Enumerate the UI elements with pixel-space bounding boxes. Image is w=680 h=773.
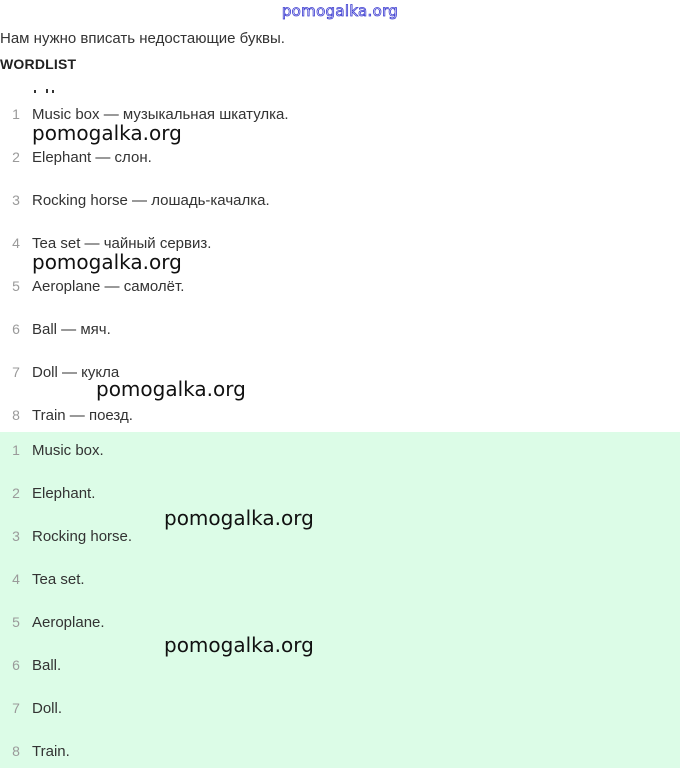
item-text: Aeroplane — самолёт. — [32, 278, 185, 295]
item-number: 7 — [12, 364, 20, 380]
item-text: Doll. — [32, 700, 63, 717]
item-text: Ball — мяч. — [32, 321, 111, 338]
item-number: 2 — [12, 149, 20, 165]
item-number: 5 — [12, 278, 20, 294]
item-number: 8 — [12, 743, 20, 759]
item-text: Elephant — слон. — [32, 149, 152, 166]
item-number: 5 — [12, 614, 20, 630]
item-text: Elephant. — [32, 485, 96, 502]
item-text: Ball. — [32, 657, 62, 674]
item-number: 1 — [12, 106, 20, 122]
answer-item — [0, 687, 680, 730]
answer-item — [0, 472, 680, 515]
watermark-text: pomogalka.org — [32, 250, 182, 274]
intro-text: Нам нужно вписать недостающие буквы. — [0, 30, 285, 47]
watermark-text: pomogalka.org — [96, 377, 246, 401]
item-number: 8 — [12, 407, 20, 423]
item-number: 3 — [12, 528, 20, 544]
watermark-text: pomogalka.org — [32, 121, 182, 145]
item-text: Train — поезд. — [32, 407, 133, 424]
answer-list — [0, 429, 680, 773]
item-text: Aeroplane. — [32, 614, 105, 631]
item-text: Rocking horse. — [32, 528, 133, 545]
answer-item — [0, 515, 680, 558]
item-number: 4 — [12, 235, 20, 251]
item-number: 2 — [12, 485, 20, 501]
item-number: 6 — [12, 657, 20, 673]
watermark-text: pomogalka.org — [164, 633, 314, 657]
answer-item — [0, 644, 680, 687]
item-text: Train. — [32, 743, 70, 760]
list-item — [0, 308, 680, 351]
item-text: Tea set. — [32, 571, 85, 588]
item-number: 3 — [12, 192, 20, 208]
item-text: Rocking horse — лошадь-качалка. — [32, 192, 270, 209]
item-number: 4 — [12, 571, 20, 587]
answer-item — [0, 730, 680, 773]
answer-item — [0, 558, 680, 601]
item-text: Music box — музыкальная шкатулка. — [32, 106, 289, 123]
section-heading: WORDLIST — [0, 56, 77, 72]
site-watermark: pomogalka.org — [281, 2, 399, 20]
item-number: 1 — [12, 442, 20, 458]
answer-item — [0, 429, 680, 472]
watermark-text: pomogalka.org — [164, 506, 314, 530]
item-number: 6 — [12, 321, 20, 337]
answer-item — [0, 601, 680, 644]
item-number: 7 — [12, 700, 20, 716]
item-text: Tea set — чайный сервиз. — [32, 235, 212, 252]
list-item — [0, 179, 680, 222]
item-text: Music box. — [32, 442, 104, 459]
item-text: Doll — кукла — [32, 364, 120, 381]
